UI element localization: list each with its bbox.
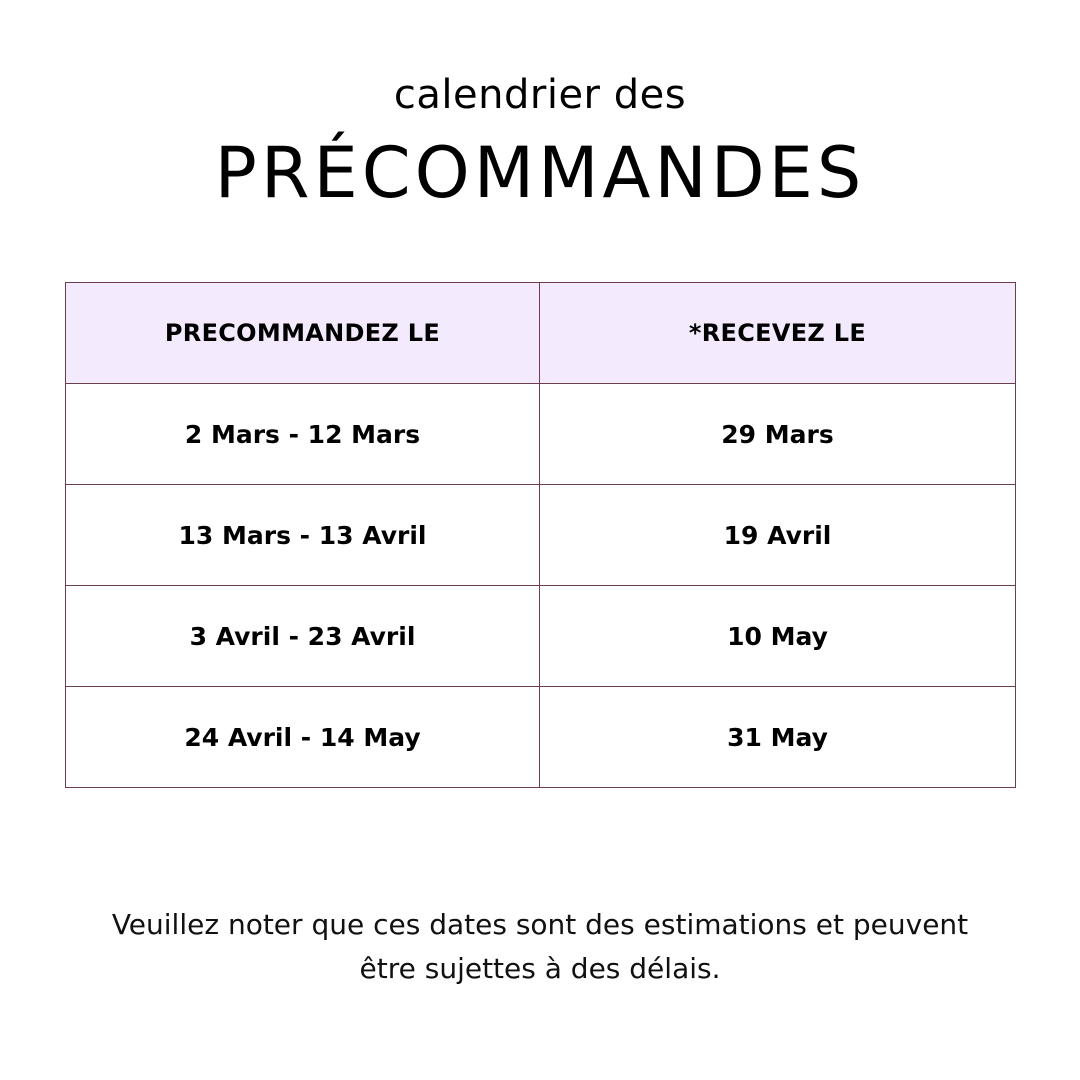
receive-date-cell: 10 May: [540, 586, 1016, 687]
page-title: PRÉCOMMANDES: [214, 132, 866, 214]
receive-date-cell: 31 May: [540, 687, 1016, 788]
table-row: [66, 586, 1016, 687]
receive-date-cell: 29 Mars: [540, 384, 1016, 485]
table-row: [66, 687, 1016, 788]
receive-date-cell: 19 Avril: [540, 485, 1016, 586]
page-subtitle: calendrier des: [393, 72, 687, 118]
column-header-order-date: PRECOMMANDEZ LE: [66, 283, 540, 384]
order-period-cell: 3 Avril - 23 Avril: [66, 586, 540, 687]
table-row: [66, 384, 1016, 485]
disclaimer-line-2: être sujettes à des délais.: [359, 952, 721, 985]
order-period-cell: 13 Mars - 13 Avril: [66, 485, 540, 586]
column-header-receive-date: *RECEVEZ LE: [540, 283, 1016, 384]
disclaimer-note: [60, 903, 1020, 991]
table-row: [66, 485, 1016, 586]
table-header-row: [66, 283, 1016, 384]
order-period-cell: 24 Avril - 14 May: [66, 687, 540, 788]
order-period-cell: 2 Mars - 12 Mars: [66, 384, 540, 485]
preorder-schedule-table: [65, 282, 1016, 788]
disclaimer-line-1: Veuillez noter que ces dates sont des estimations et peuvent: [111, 908, 969, 941]
